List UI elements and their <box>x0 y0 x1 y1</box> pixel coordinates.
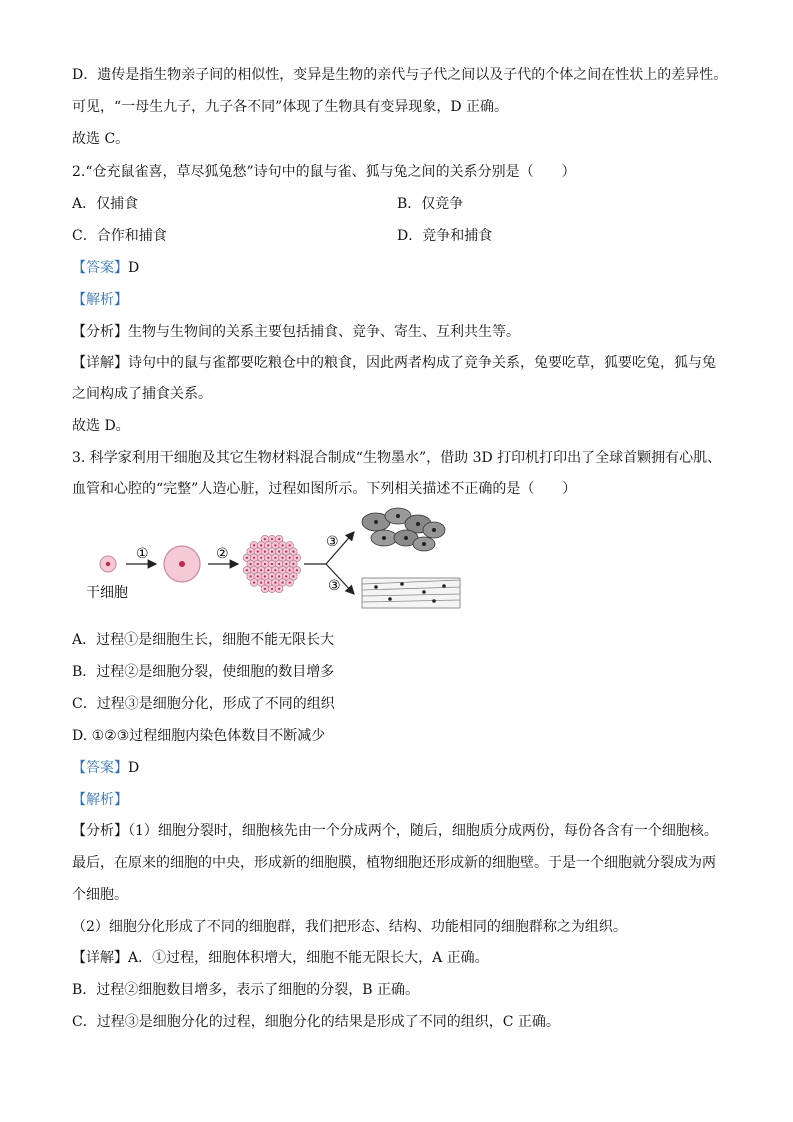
text-line: 个细胞。 <box>72 887 128 903</box>
stem-cell-label: 干细胞 <box>86 585 128 601</box>
q3-option-a: A．过程①是细胞生长，细胞不能无限长大 <box>72 632 335 648</box>
q3-jiexi-tag: 【解析】 <box>72 792 128 808</box>
q3-option-b: B．过程②是细胞分裂，使细胞的数目增多 <box>72 664 335 680</box>
q2-fenxi-line <box>72 323 520 341</box>
q3-fenxi-line <box>72 822 718 840</box>
fenxi-tag: 【分析】 <box>72 823 128 839</box>
stem-cell-icon <box>100 556 116 572</box>
grown-cell-icon <box>164 546 200 582</box>
fenxi-text: （1）细胞分裂时，细胞核先由一个分成两个，随后，细胞质分成两份，每份各含有一个细胞核。 <box>128 823 718 839</box>
q2-answer-line <box>72 259 139 277</box>
fenxi-text: 生物与生物间的关系主要包括捕食、竞争、寄生、互利共生等。 <box>128 324 520 340</box>
text-line: 故选 C。 <box>72 131 130 147</box>
text-line: 故选 D。 <box>72 418 130 434</box>
answer-tag: 【答案】 <box>72 760 128 776</box>
q2-option-a: A．仅捕食 <box>72 196 139 212</box>
cell-cluster-icon <box>243 535 301 592</box>
text-line: 可见，“一母生九子，九子各不同”体现了生物具有变异现象，D 正确。 <box>72 99 508 115</box>
xiangjie-tag: 【详解】 <box>72 950 128 966</box>
step-3-lower-label: ③ <box>328 578 341 594</box>
text-line: D．遗传是指生物亲子间的相似性，变异是生物的亲代与子代之间以及子代的个体之间在性状上的差异性。 <box>72 67 728 83</box>
question-3-stem: 血管和心腔的“完整”人造心脏，过程如图所示。下列相关描述不正确的是（ ） <box>72 481 577 497</box>
q2-option-b: B．仅竞争 <box>397 196 464 212</box>
q3-xiangjie-line <box>72 949 489 967</box>
xiangjie-text: 诗句中的鼠与雀都要吃粮仓中的粮食，因此两者构成了竞争关系，兔要吃草，狐要吃兔，狐与兔 <box>128 355 716 371</box>
q2-option-c: C．合作和捕食 <box>72 228 167 244</box>
q3-answer-line <box>72 759 139 777</box>
tissue-irregular-cells-icon <box>362 508 445 551</box>
text-line: C．过程③是细胞分化的过程，细胞分化的结果是形成了不同的组织，C 正确。 <box>72 1014 560 1030</box>
q2-option-d: D．竞争和捕食 <box>397 228 493 244</box>
question-2-stem: 2.“仓充鼠雀喜，草尽狐兔愁”诗句中的鼠与雀、狐与兔之间的关系分别是（ ） <box>72 164 576 180</box>
xiangjie-text: A．①过程，细胞体积增大，细胞不能无限长大，A 正确。 <box>128 950 489 966</box>
step-1-label: ① <box>136 546 149 562</box>
step-2-label: ② <box>216 546 229 562</box>
answer-value: D <box>128 260 140 276</box>
question-3-stem: 3. 科学家利用干细胞及其它生物材料混合制成“生物墨水”，借助 3D 打印机打印出了全球首颗拥有心肌、 <box>72 450 722 466</box>
text-line: （2）细胞分化形成了不同的细胞群，我们把形态、结构、功能相同的细胞群称之为组织。 <box>72 919 627 935</box>
cell-process-diagram <box>72 500 472 620</box>
xiangjie-tag: 【详解】 <box>72 355 128 371</box>
answer-tag: 【答案】 <box>72 260 128 276</box>
tissue-muscle-fibers-icon <box>362 578 460 608</box>
q3-option-d: D. ①②③过程细胞内染色体数目不断减少 <box>72 728 326 744</box>
text-line: 最后，在原来的细胞的中央，形成新的细胞膜，植物细胞还形成新的细胞壁。于是一个细胞就分裂成为两 <box>72 855 716 871</box>
step-3-upper-label: ③ <box>326 534 339 550</box>
q3-option-c: C．过程③是细胞分化，形成了不同的组织 <box>72 696 335 712</box>
fenxi-tag: 【分析】 <box>72 324 128 340</box>
answer-value: D <box>128 760 140 776</box>
q2-xiangjie-line <box>72 354 716 372</box>
q2-jiexi-tag: 【解析】 <box>72 292 128 308</box>
text-line: 之间构成了捕食关系。 <box>72 386 212 402</box>
text-line: B．过程②细胞数目增多，表示了细胞的分裂，B 正确。 <box>72 982 420 998</box>
